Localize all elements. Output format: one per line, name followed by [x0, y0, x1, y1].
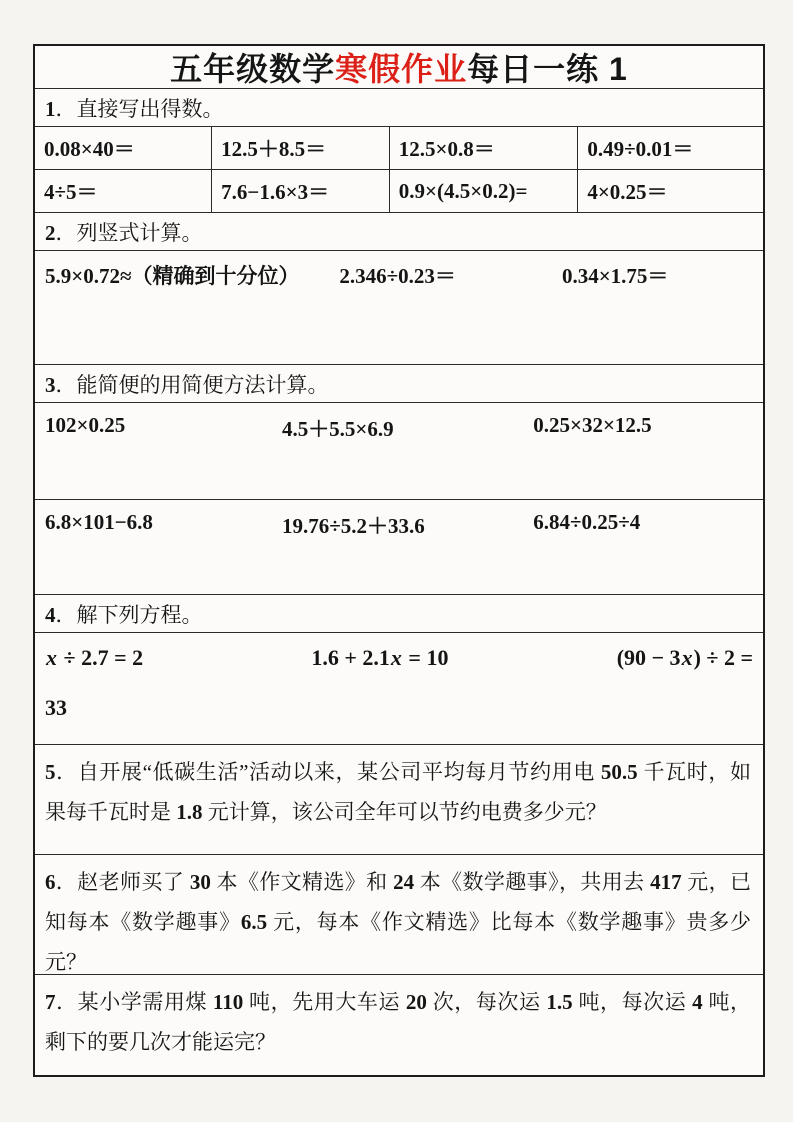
equation-post: ) ÷ 2 =	[693, 645, 753, 670]
equation-pre: (90 − 3	[616, 645, 681, 670]
simplify-work-area-1	[35, 402, 763, 499]
equation	[311, 645, 448, 671]
word-problem-5-text: 5．自开展“低碳生活”活动以来，某公司平均每月节约用电 50.5 千瓦时，如果每千瓦时是 1.8 元计算，该公司全年可以节约电费多少元？	[45, 760, 752, 824]
simplify-work-area-2	[35, 499, 763, 594]
title-row	[35, 46, 763, 88]
quick-calc-cell: 0.08×40＝	[44, 137, 135, 161]
equation-wrapped-tail: 33	[45, 695, 67, 720]
simplify-row-1	[45, 413, 763, 443]
equation-post: ÷ 2.7 = 2	[58, 645, 144, 670]
word-problem-7-text: 7．某小学需用煤 110 吨，先用大车运 20 次，每次运 1.5 吨，每次运 4 吨，剩下的要几次才能运完？	[45, 990, 752, 1054]
word-problem-7	[35, 974, 763, 1075]
equation-variable: x	[46, 645, 57, 670]
calc-problem: 5.9×0.72≈（精确到十分位）	[45, 264, 300, 288]
section-1-header: 1．直接写出得数。	[45, 96, 224, 121]
vertical-calc-problems	[45, 260, 763, 290]
worksheet-title-left: 五年级数学	[170, 51, 336, 87]
quick-calc-cell: 12.5＋8.5＝	[211, 127, 389, 169]
worksheet-table	[33, 44, 765, 1077]
word-problem-5	[35, 744, 763, 854]
simplify-row-2	[45, 510, 763, 540]
worksheet-title-right: 每日一练 1	[467, 51, 628, 87]
section-3-header-row	[35, 364, 763, 402]
equation	[45, 645, 143, 671]
word-problem-6-text: 6．赵老师买了 30 本《作文精选》和 24 本《数学趣事》，共用去 417 元，已知每本《数学趣事》6.5 元，每本《作文精选》比每本《数学趣事》贵多少元？	[45, 870, 752, 974]
section-2-header: 2．列竖式计算。	[45, 220, 203, 245]
quick-calc-grid	[35, 126, 763, 212]
word-problem-6	[35, 854, 763, 974]
equation-variable: x	[390, 645, 402, 670]
simplify-item: 6.84÷0.25÷4	[533, 510, 641, 534]
simplify-item: 4.5＋5.5×6.9	[281, 417, 394, 441]
section-4-header: 4．解下列方程。	[45, 602, 203, 627]
worksheet-title-highlight: 寒假作业	[335, 51, 468, 87]
section-2-header-row	[35, 212, 763, 250]
simplify-item: 6.8×101−6.8	[45, 510, 153, 534]
equation-variable: x	[681, 645, 693, 670]
calc-problem: 2.346÷0.23＝	[339, 264, 456, 288]
quick-calc-cell: 12.5×0.8＝	[389, 127, 578, 169]
simplify-item: 102×0.25	[45, 413, 126, 437]
equation-line	[45, 645, 753, 671]
equations-work-area	[35, 632, 763, 744]
quick-calc-cell: 4÷5＝	[35, 169, 211, 212]
section-1-header-row	[35, 88, 763, 126]
quick-calc-cell: 7.6−1.6×3＝	[211, 169, 389, 212]
quick-calc-cell: 0.49÷0.01＝	[577, 127, 763, 169]
equation-pre: 1.6 + 2.1	[311, 645, 390, 670]
quick-calc-cell: 4×0.25＝	[577, 169, 763, 212]
vertical-calc-work-area	[35, 250, 763, 364]
section-3-header: 3．能简便的用简便方法计算。	[45, 372, 329, 397]
section-4-header-row	[35, 594, 763, 632]
simplify-item: 0.25×32×12.5	[533, 413, 652, 437]
simplify-item: 19.76÷5.2＋33.6	[281, 514, 425, 538]
quick-calc-cell: 0.9×(4.5×0.2)=	[389, 169, 578, 212]
calc-problem: 0.34×1.75＝	[561, 264, 669, 288]
equation	[617, 645, 753, 671]
equation-post: = 10	[402, 645, 449, 670]
